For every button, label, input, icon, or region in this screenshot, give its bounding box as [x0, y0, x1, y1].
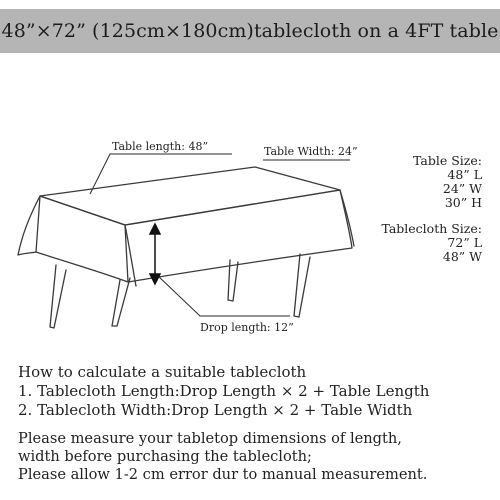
note-line: Please allow 1-2 cm error dur to manual measurement. — [18, 466, 428, 483]
table-leg — [294, 254, 310, 317]
table-length-leader — [90, 154, 232, 194]
measurement-note — [18, 430, 427, 484]
table-diagram — [0, 120, 375, 335]
table-size-line: 30” H — [444, 195, 482, 210]
table-leg — [112, 278, 130, 326]
note-line: Please measure your tabletop dimensions of length, — [18, 430, 402, 447]
tablecloth-right-drape — [125, 190, 352, 282]
tablecloth-size-line: 72” L — [447, 235, 482, 250]
drop-length-leader — [157, 275, 290, 316]
calculation-step: 2. Tablecloth Width:Drop Length × 2 + Table Width — [18, 401, 413, 419]
calculation-step: 1. Tablecloth Length:Drop Length × 2 + Table Length — [18, 382, 430, 400]
tablecloth-size-line: 48” W — [442, 249, 482, 264]
title-banner — [0, 9, 500, 53]
tablecloth-front-drape — [36, 196, 128, 282]
drop-length-arrow-head-bottom — [150, 274, 160, 284]
drop-length-arrow-head-top — [150, 224, 160, 234]
table-leg — [50, 265, 66, 328]
table-width-label: Table Width: 24” — [264, 145, 358, 158]
tablecloth-size-block — [381, 222, 482, 264]
table-size-block — [413, 154, 482, 210]
note-line: width before purchasing the tablecloth; — [18, 448, 312, 465]
drop-length-label: Drop length: 12” — [200, 321, 294, 334]
tablecloth-size-heading: Tablecloth Size: — [381, 221, 482, 236]
table-length-label: Table length: 48” — [112, 140, 209, 153]
calculation-heading: How to calculate a suitable tablecloth — [18, 363, 307, 381]
tablecloth-fold — [340, 190, 354, 246]
table-size-line: 24” W — [442, 181, 482, 196]
calculation-section — [18, 363, 429, 420]
table-size-heading: Table Size: — [413, 153, 482, 168]
table-size-line: 48” L — [447, 167, 482, 182]
banner-title: 48”×72” (125cm×180cm)tablecloth on a 4FT table — [1, 20, 499, 42]
tablecloth-top — [40, 167, 340, 225]
